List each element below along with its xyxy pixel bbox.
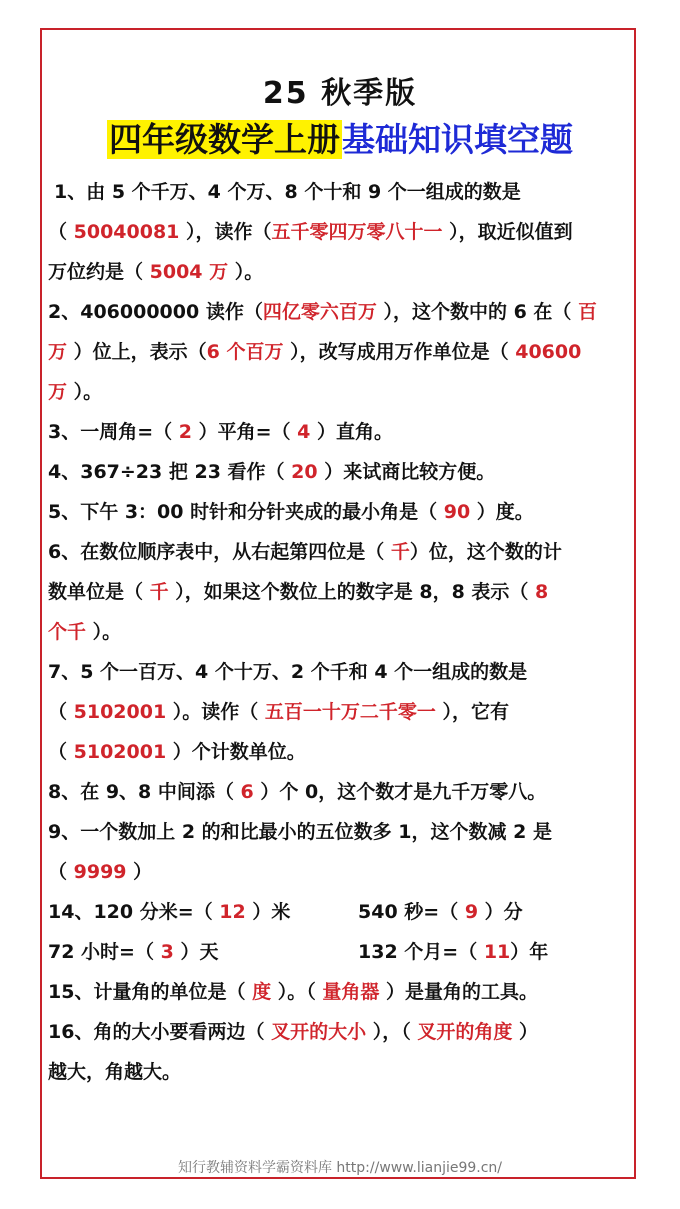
- answer: 11: [483, 941, 511, 963]
- q9-line2: （ 9999 ）: [48, 861, 153, 883]
- q3-line1: 3、一周角=（ 2 ）平角=（ 4 ）直角。: [48, 421, 394, 443]
- q8-line1: 8、在 9、8 中间添（ 6 ）个 0，这个数才是九千万零八。: [48, 781, 547, 803]
- answer: 2: [178, 421, 192, 443]
- answer: 6 个百万: [206, 341, 284, 363]
- q1-line2: （ 50040081 ），读作（五千零四万零八十一 ），取近似值到: [48, 221, 573, 243]
- answer: 五百一十万二千零一: [264, 701, 436, 723]
- q2-line2: 万 ）位上，表示（6 个百万 ），改写成用万作单位是（ 40600: [48, 341, 582, 363]
- q7-line1: 7、5 个一百万、4 个十万、2 个千和 4 个一组成的数是: [48, 661, 528, 683]
- q2-line1: 2、406000000 读作（四亿零六百万 ），这个数中的 6 在（ 百: [48, 301, 598, 323]
- title-highlight: 四年级数学上册: [109, 120, 340, 159]
- title-subject: 基础知识填空题: [342, 120, 573, 159]
- answer: 四亿零六百万: [262, 301, 377, 323]
- q6-line2: 数单位是（ 千 ），如果这个数位上的数字是 8，8 表示（ 8: [48, 581, 549, 603]
- answer: 40600: [515, 341, 582, 363]
- answer: 叉开的大小: [271, 1021, 367, 1043]
- answer: 个千: [48, 621, 87, 643]
- answer: 千: [390, 541, 410, 563]
- answer: 五千零四万零八十一: [271, 221, 443, 243]
- question-list: [48, 172, 638, 1092]
- answer: 20: [291, 461, 318, 483]
- q1-line3: 万位约是（ 5004 万 ）。: [48, 261, 264, 283]
- q16-line2: 越大，角越大。: [48, 1061, 182, 1083]
- page-title-edition: 25 秋季版: [262, 76, 418, 111]
- answer: 9999: [73, 861, 127, 883]
- answer: 千: [149, 581, 169, 603]
- page-title: [0, 114, 680, 161]
- answer: 5004 万: [149, 261, 229, 283]
- answer: 万: [48, 381, 68, 403]
- answer: 5102001: [73, 701, 167, 723]
- q5-line1: 5、下午 3：00 时针和分针夹成的最小角是（ 90 ）度。: [48, 501, 534, 523]
- answer: 3: [160, 941, 174, 963]
- answer: 百: [578, 301, 598, 323]
- answer: 6: [240, 781, 254, 803]
- q7-line2: （ 5102001 ）。读作（ 五百一十万二千零一 ），它有: [48, 701, 510, 723]
- q6-line3: 个千 ）。: [48, 621, 122, 643]
- answer: 50040081: [73, 221, 180, 243]
- q6-line1: 6、在数位顺序表中，从右起第四位是（ 千）位，这个数的计: [48, 541, 562, 563]
- answer: 9: [464, 901, 479, 923]
- footer-watermark: 知行教辅资料学霸资料库 http://www.lianjie99.cn/: [177, 1160, 503, 1176]
- answer: 90: [443, 501, 471, 523]
- answer: 5102001: [73, 741, 167, 763]
- answer: 4: [297, 421, 311, 443]
- answer: 12: [219, 901, 246, 923]
- q2-line3: 万 ）。: [48, 381, 103, 403]
- answer: 万: [48, 341, 68, 363]
- q4-line1: 4、367÷23 把 23 看作（ 20 ）来试商比较方便。: [48, 461, 496, 483]
- q14-line2: 72 小时=（ 3 ）天 132 个月=（ 11）年: [48, 941, 549, 963]
- q9-line1: 9、一个数加上 2 的和比最小的五位数多 1，这个数减 2 是: [48, 821, 552, 843]
- answer: 8: [535, 581, 549, 603]
- q14-line1: 14、120 分米=（ 12 ）米 540 秒=（ 9 ）分: [48, 901, 523, 923]
- q1-line1: 1、由 5 个千万、4 个万、8 个十和 9 个一组成的数是: [54, 181, 521, 203]
- q16-line1: 16、角的大小要看两边（ 叉开的大小 ），（ 叉开的角度 ）: [48, 1021, 538, 1043]
- q7-line3: （ 5102001 ）个计数单位。: [48, 741, 306, 763]
- q15-line1: 15、计量角的单位是（ 度 ）。（ 量角器 ）是量角的工具。: [48, 981, 538, 1003]
- answer: 量角器: [322, 981, 380, 1003]
- answer: 叉开的角度: [417, 1021, 513, 1043]
- answer: 度: [252, 981, 272, 1003]
